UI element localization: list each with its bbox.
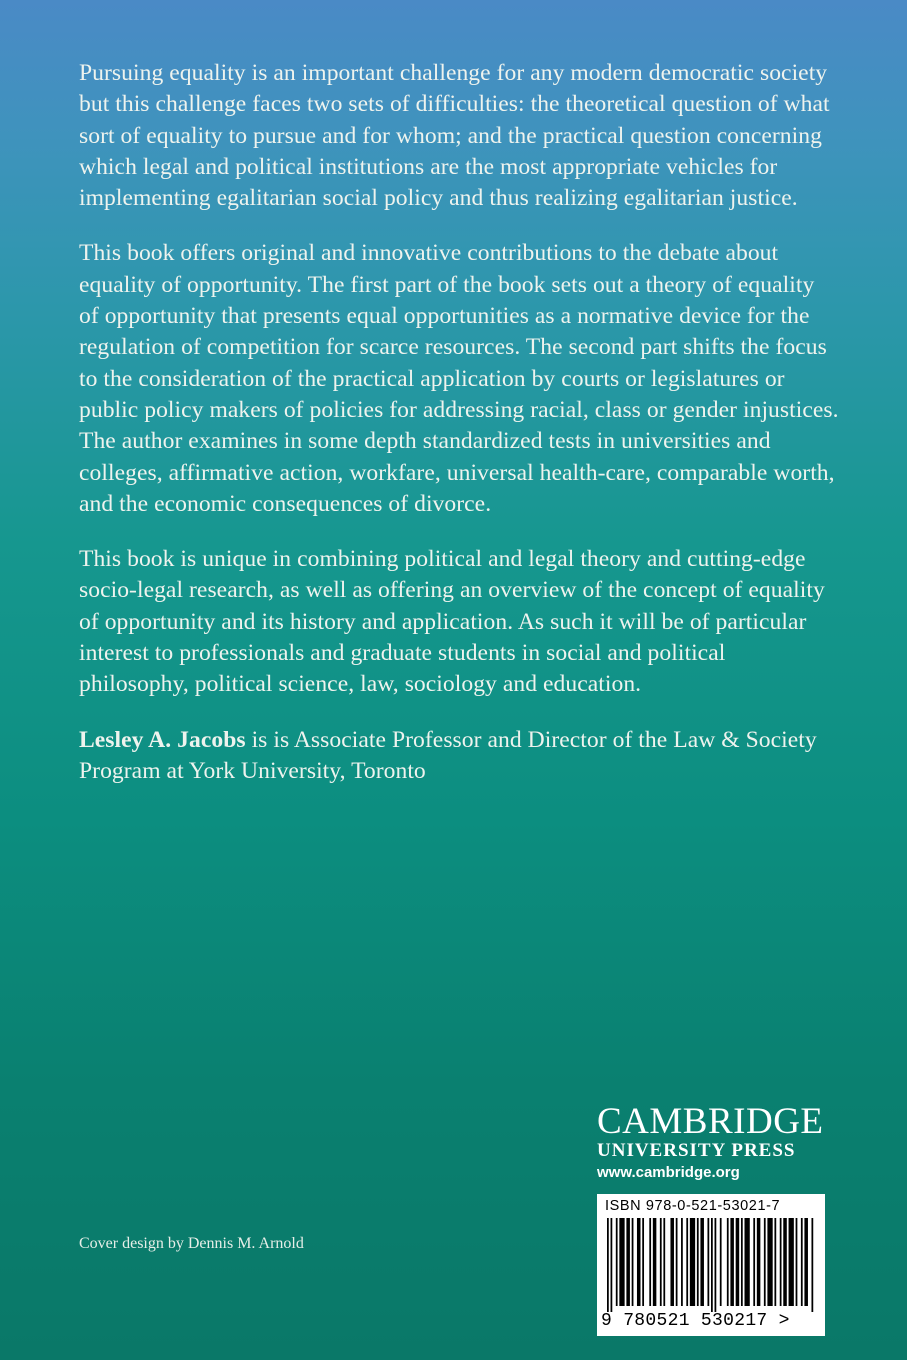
- barcode-bar: [783, 1218, 787, 1306]
- barcode-bar: [789, 1218, 794, 1306]
- barcode-bar: [663, 1218, 665, 1306]
- publisher-subtitle: UNIVERSITY PRESS: [597, 1140, 796, 1161]
- barcode-bar: [637, 1218, 641, 1306]
- barcode-bar: [804, 1218, 808, 1306]
- barcode-bar: [690, 1218, 695, 1306]
- author-name: Lesley A. Jacobs: [79, 726, 246, 753]
- publisher-logo: [597, 1101, 837, 1183]
- barcode-bar: [676, 1218, 678, 1306]
- barcode-bar: [626, 1218, 630, 1306]
- barcode-bar: [736, 1218, 740, 1306]
- barcode-bar: [730, 1218, 734, 1306]
- barcode-bar: [744, 1218, 749, 1306]
- barcode-bar: [697, 1218, 699, 1306]
- barcode-bar: [616, 1218, 618, 1306]
- barcode-bar: [642, 1218, 644, 1306]
- barcode-bar: [686, 1218, 688, 1306]
- barcode-bar: [619, 1218, 624, 1306]
- barcode-bar: [649, 1218, 651, 1306]
- barcode-bar: [607, 1218, 609, 1312]
- barcode-bar: [764, 1218, 766, 1306]
- barcode-bar: [660, 1218, 662, 1306]
- barcode-bar: [811, 1218, 813, 1312]
- barcode-bar: [653, 1218, 657, 1306]
- barcode-bar: [774, 1218, 776, 1306]
- barcode-bar: [757, 1218, 761, 1306]
- blurb-paragraph-1: Pursuing equality is an important challenge for any modern democratic society but this challenge faces two sets of difficulties: the theoretical question of what sort of equality to pursue and for whom; and the practical question concerning which legal and political institutions are the most appropriate vehicles for implementing egalitarian social policy and thus realizing egalitarian justice.: [79, 60, 830, 212]
- barcode-bar: [801, 1218, 803, 1306]
- barcode-bar: [796, 1218, 798, 1306]
- author-bio-text: is is Associate Professor and Director of the Law & Society Program at York University, Toronto: [79, 726, 817, 784]
- barcode-bar: [715, 1218, 717, 1312]
- barcode-bar: [780, 1218, 782, 1306]
- barcode-bar: [767, 1218, 772, 1306]
- barcode-bar: [753, 1218, 755, 1306]
- barcode-digits: 9 780521 530217 >: [601, 1311, 790, 1331]
- barcode-bar: [670, 1218, 674, 1306]
- blurb-paragraph-2: This book offers original and innovative contributions to the debate about equality of opportunity. The first part of the book sets out a theory of equality of opportunity that presents equal opportunities as a normative device for the regulation of competition for scarce resources. The second part shifts the focus to the consideration of the practical application by courts or legislatures or public policy makers of policies for addressing racial, class or gender injustices. The author examines in some depth standardized tests in universities and colleges, affirmative action, workfare, universal health-care, comparable worth, and the economic consequences of divorce.: [79, 240, 839, 517]
- barcode-bars: [607, 1218, 815, 1312]
- author-bio: [79, 725, 839, 788]
- blurb-paragraph-3: This book is unique in combining political and legal theory and cutting-edge socio-legal research, as well as offering an overview of the concept of equality of opportunity and its history and application. As such it will be of particular interest to professionals and graduate students in social and political philosophy, political science, law, sociology and education.: [79, 546, 825, 698]
- barcode-bar: [700, 1218, 704, 1306]
- barcode-bar: [707, 1218, 709, 1306]
- barcode-bar: [711, 1218, 713, 1312]
- isbn-barcode: [597, 1194, 825, 1336]
- publisher-url: www.cambridge.org: [597, 1164, 740, 1181]
- barcode-bar: [681, 1218, 683, 1306]
- isbn-label: ISBN 978-0-521-53021-7: [605, 1198, 781, 1214]
- barcode-bar: [632, 1218, 634, 1306]
- publisher-name: CAMBRIDGE: [597, 1101, 824, 1142]
- cover-design-credit: Cover design by Dennis M. Arnold: [79, 1235, 304, 1252]
- barcode-bar: [611, 1218, 613, 1312]
- cover-blurb: [79, 58, 839, 811]
- barcode-bar: [727, 1218, 729, 1306]
- barcode-bar: [720, 1218, 722, 1306]
- barcode-bar: [741, 1218, 743, 1306]
